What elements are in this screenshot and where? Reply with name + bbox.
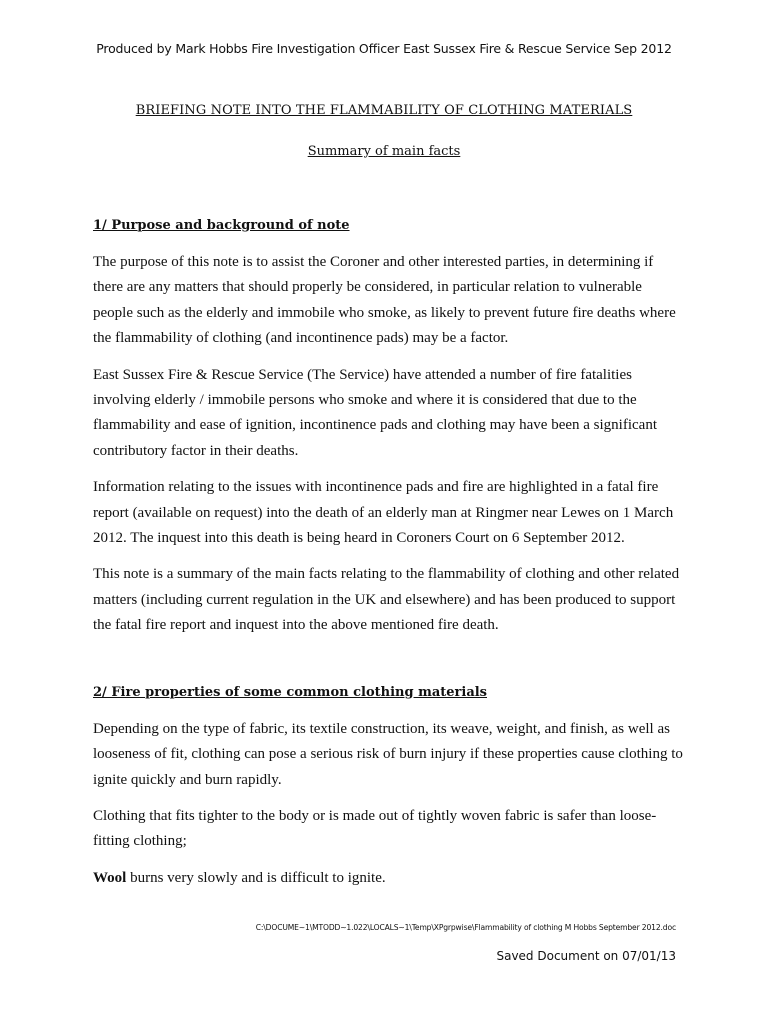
paragraph-fabric-factors: Depending on the type of fabric, its textile construction, its weave, weight, and finish, as well as looseness of fit, clothing can pose a serious risk of burn injury if these properties cause clothing to ignite quickly and burn rapidly. bbox=[93, 720, 683, 788]
wool-description: burns very slowly and is difficult to ignite. bbox=[126, 869, 386, 886]
paragraph-service-fatalities: East Sussex Fire & Rescue Service (The Service) have attended a number of fire fatalities involving elderly / immobile persons who smoke and where it is considered that due to the flammability and ease of ignition, incontinence pads and clothing may have been a significant contributory factor in their deaths. bbox=[93, 366, 657, 459]
footer-file-path: C:\DOCUME~1\MTODD~1.022\LOCALS~1\Temp\XPgrpwise\Flammability of clothing M Hobbs September 2012.doc bbox=[255, 923, 676, 932]
footer-saved-date: Saved Document on 07/01/13 bbox=[496, 949, 676, 963]
paragraph-purpose: The purpose of this note is to assist the Coroner and other interested parties, in determining if there are any matters that should properly be considered, in particular relation to vulnerable people such as the elderly and immobile who smoke, as likely to prevent future fire deaths where the flammability of clothing (and incontinence pads) may be a factor. bbox=[93, 254, 676, 347]
paragraph-wool bbox=[93, 866, 683, 891]
document-body bbox=[93, 216, 683, 891]
wool-term: Wool bbox=[93, 869, 127, 886]
page-header: Produced by Mark Hobbs Fire Investigation Officer East Sussex Fire & Rescue Service Sep 2012 bbox=[96, 41, 672, 56]
section-heading-purpose: 1/ Purpose and background of note bbox=[93, 218, 350, 233]
paragraph-ringmer-report: Information relating to the issues with incontinence pads and fire are highlighted in a fatal fire report (available on request) into the death of an elderly man at Ringmer near Lewes on 1 March 2012. The inquest into this death is being heard in Coroners Court on 6 September 2012. bbox=[93, 479, 674, 547]
document-title: BRIEFING NOTE INTO THE FLAMMABILITY OF CLOTHING MATERIALS bbox=[135, 103, 633, 118]
paragraph-tight-clothing: Clothing that fits tighter to the body or is made out of tightly woven fabric is safer than loose-fitting clothing; bbox=[93, 807, 657, 850]
paragraph-summary-scope: This note is a summary of the main facts relating to the flammability of clothing and other related matters (including current regulation in the UK and elsewhere) and has been produced to support the fatal fire report and inquest into the above mentioned fire death. bbox=[93, 566, 680, 634]
section-heading-fire-properties: 2/ Fire properties of some common clothing materials bbox=[93, 684, 487, 700]
document-subtitle: Summary of main facts bbox=[307, 144, 461, 159]
